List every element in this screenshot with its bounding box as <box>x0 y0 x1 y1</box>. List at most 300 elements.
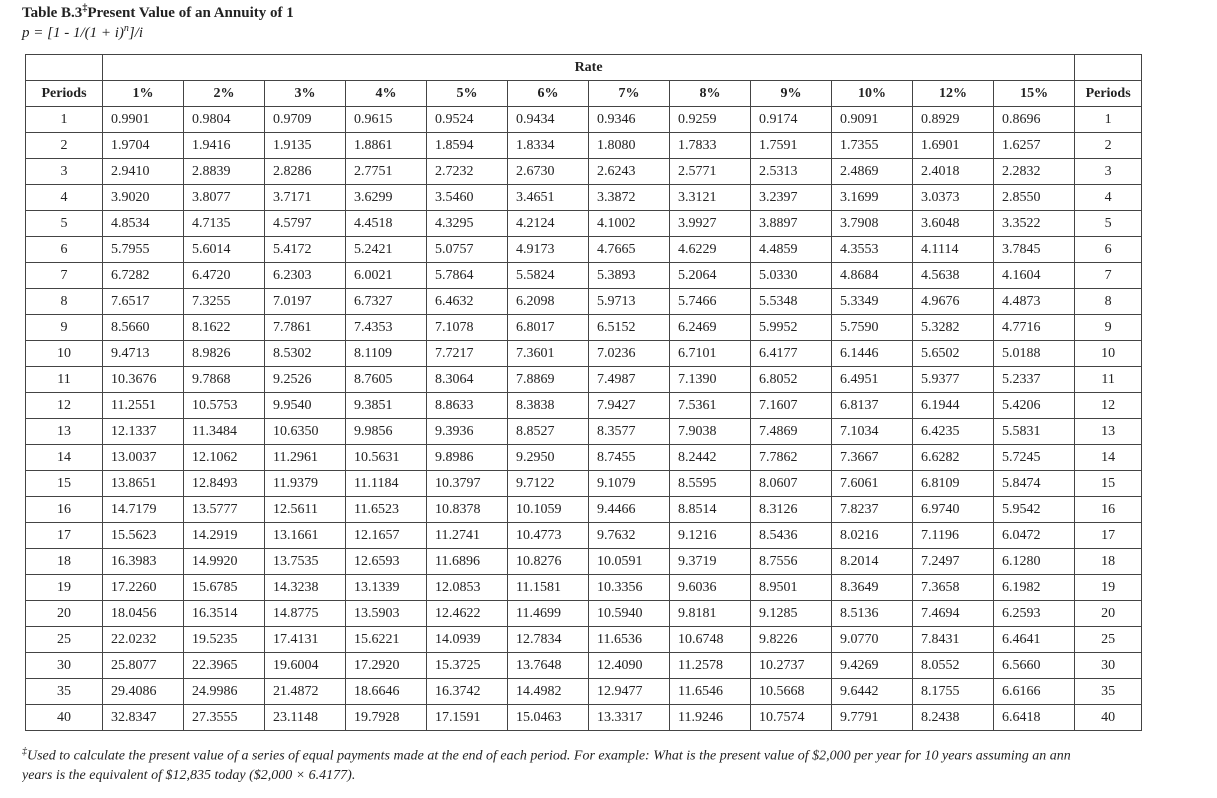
table-row <box>26 627 1142 653</box>
value-cell: 9.2950 <box>508 445 589 471</box>
period-cell: 6 <box>1075 237 1142 263</box>
value-cell: 10.8378 <box>427 497 508 523</box>
value-cell: 9.6036 <box>670 575 751 601</box>
table-row <box>26 653 1142 679</box>
value-cell: 0.9259 <box>670 107 751 133</box>
value-cell: 9.8986 <box>427 445 508 471</box>
value-cell: 10.6748 <box>670 627 751 653</box>
table-row <box>26 211 1142 237</box>
value-cell: 1.7355 <box>832 133 913 159</box>
value-cell: 9.4269 <box>832 653 913 679</box>
value-cell: 7.8237 <box>832 497 913 523</box>
value-cell: 15.6785 <box>184 575 265 601</box>
value-cell: 7.4353 <box>346 315 427 341</box>
value-cell: 8.0216 <box>832 523 913 549</box>
value-cell: 10.4773 <box>508 523 589 549</box>
value-cell: 6.1982 <box>994 575 1075 601</box>
value-cell: 4.1002 <box>589 211 670 237</box>
value-cell: 8.7556 <box>751 549 832 575</box>
rate-column-header: 5% <box>427 81 508 107</box>
value-cell: 1.7833 <box>670 133 751 159</box>
value-cell: 9.4713 <box>103 341 184 367</box>
value-cell: 14.4982 <box>508 679 589 705</box>
value-cell: 24.9986 <box>184 679 265 705</box>
formula-rhs: ]/i <box>128 25 144 41</box>
value-cell: 5.9542 <box>994 497 1075 523</box>
table-row <box>26 705 1142 731</box>
value-cell: 12.6593 <box>346 549 427 575</box>
value-cell: 7.6061 <box>832 471 913 497</box>
value-cell: 0.9174 <box>751 107 832 133</box>
value-cell: 12.1657 <box>346 523 427 549</box>
value-cell: 8.3838 <box>508 393 589 419</box>
rate-column-header: 3% <box>265 81 346 107</box>
value-cell: 10.6350 <box>265 419 346 445</box>
table-label: Table B.3 <box>22 5 83 21</box>
value-cell: 7.5361 <box>670 393 751 419</box>
value-cell: 13.5903 <box>346 601 427 627</box>
value-cell: 5.2064 <box>670 263 751 289</box>
period-cell: 15 <box>26 471 103 497</box>
value-cell: 10.5668 <box>751 679 832 705</box>
value-cell: 6.1280 <box>994 549 1075 575</box>
value-cell: 6.5152 <box>589 315 670 341</box>
value-cell: 0.9091 <box>832 107 913 133</box>
table-row <box>26 289 1142 315</box>
value-cell: 5.6014 <box>184 237 265 263</box>
value-cell: 6.4720 <box>184 263 265 289</box>
value-cell: 9.3719 <box>670 549 751 575</box>
value-cell: 2.4018 <box>913 159 994 185</box>
value-cell: 14.9920 <box>184 549 265 575</box>
table-row <box>26 263 1142 289</box>
value-cell: 12.0853 <box>427 575 508 601</box>
period-cell: 17 <box>1075 523 1142 549</box>
value-cell: 9.7868 <box>184 367 265 393</box>
value-cell: 3.8077 <box>184 185 265 211</box>
value-cell: 13.1339 <box>346 575 427 601</box>
period-cell: 30 <box>26 653 103 679</box>
value-cell: 8.5436 <box>751 523 832 549</box>
rate-column-header: 12% <box>913 81 994 107</box>
period-cell: 13 <box>1075 419 1142 445</box>
value-cell: 9.1285 <box>751 601 832 627</box>
value-cell: 6.7327 <box>346 289 427 315</box>
value-cell: 7.0197 <box>265 289 346 315</box>
value-cell: 5.7590 <box>832 315 913 341</box>
value-cell: 8.3577 <box>589 419 670 445</box>
value-cell: 0.9804 <box>184 107 265 133</box>
period-cell: 20 <box>1075 601 1142 627</box>
value-cell: 10.2737 <box>751 653 832 679</box>
table-row <box>26 601 1142 627</box>
value-cell: 5.2421 <box>346 237 427 263</box>
period-cell: 20 <box>26 601 103 627</box>
periods-header: Periods <box>1075 81 1142 107</box>
value-cell: 14.8775 <box>265 601 346 627</box>
value-cell: 6.2098 <box>508 289 589 315</box>
value-cell: 5.7864 <box>427 263 508 289</box>
table-title <box>22 3 294 22</box>
value-cell: 3.0373 <box>913 185 994 211</box>
value-cell: 7.0236 <box>589 341 670 367</box>
value-cell: 10.3356 <box>589 575 670 601</box>
value-cell: 17.2260 <box>103 575 184 601</box>
value-cell: 9.3936 <box>427 419 508 445</box>
value-cell: 6.8137 <box>832 393 913 419</box>
value-cell: 0.9901 <box>103 107 184 133</box>
value-cell: 7.7862 <box>751 445 832 471</box>
period-cell: 8 <box>26 289 103 315</box>
value-cell: 3.7908 <box>832 211 913 237</box>
footnote-line-1 <box>22 742 1212 766</box>
rate-header-row <box>26 55 1142 81</box>
table-row <box>26 393 1142 419</box>
value-cell: 2.2832 <box>994 159 1075 185</box>
table-row <box>26 575 1142 601</box>
value-cell: 2.4869 <box>832 159 913 185</box>
value-cell: 6.6166 <box>994 679 1075 705</box>
period-cell: 14 <box>26 445 103 471</box>
value-cell: 5.0188 <box>994 341 1075 367</box>
value-cell: 11.6523 <box>346 497 427 523</box>
value-cell: 16.3742 <box>427 679 508 705</box>
value-cell: 8.3649 <box>832 575 913 601</box>
value-cell: 6.4177 <box>751 341 832 367</box>
value-cell: 10.5940 <box>589 601 670 627</box>
value-cell: 10.3797 <box>427 471 508 497</box>
value-cell: 11.3484 <box>184 419 265 445</box>
rate-column-header: 15% <box>994 81 1075 107</box>
table-row <box>26 549 1142 575</box>
value-cell: 8.0607 <box>751 471 832 497</box>
value-cell: 0.9346 <box>589 107 670 133</box>
value-cell: 5.7466 <box>670 289 751 315</box>
rate-column-header: 9% <box>751 81 832 107</box>
value-cell: 9.9540 <box>265 393 346 419</box>
value-cell: 6.2303 <box>265 263 346 289</box>
value-cell: 8.2014 <box>832 549 913 575</box>
annuity-table <box>25 54 1142 731</box>
value-cell: 3.7845 <box>994 237 1075 263</box>
value-cell: 6.4951 <box>832 367 913 393</box>
rate-column-header: 8% <box>670 81 751 107</box>
value-cell: 7.7217 <box>427 341 508 367</box>
value-cell: 2.8550 <box>994 185 1075 211</box>
value-cell: 7.1034 <box>832 419 913 445</box>
value-cell: 1.6901 <box>913 133 994 159</box>
period-cell: 14 <box>1075 445 1142 471</box>
period-cell: 30 <box>1075 653 1142 679</box>
value-cell: 8.5595 <box>670 471 751 497</box>
table-body <box>26 55 1142 731</box>
value-cell: 10.7574 <box>751 705 832 731</box>
annuity-formula <box>22 23 143 42</box>
value-cell: 25.8077 <box>103 653 184 679</box>
value-cell: 5.8474 <box>994 471 1075 497</box>
value-cell: 8.7605 <box>346 367 427 393</box>
value-cell: 5.7955 <box>103 237 184 263</box>
value-cell: 11.2578 <box>670 653 751 679</box>
table-row <box>26 315 1142 341</box>
period-cell: 25 <box>1075 627 1142 653</box>
period-cell: 19 <box>26 575 103 601</box>
value-cell: 8.5302 <box>265 341 346 367</box>
value-cell: 5.3282 <box>913 315 994 341</box>
value-cell: 17.4131 <box>265 627 346 653</box>
value-cell: 4.4859 <box>751 237 832 263</box>
value-cell: 13.3317 <box>589 705 670 731</box>
value-cell: 9.4466 <box>589 497 670 523</box>
value-cell: 1.9416 <box>184 133 265 159</box>
value-cell: 9.7632 <box>589 523 670 549</box>
value-cell: 13.1661 <box>265 523 346 549</box>
value-cell: 4.9676 <box>913 289 994 315</box>
value-cell: 13.5777 <box>184 497 265 523</box>
value-cell: 9.3851 <box>346 393 427 419</box>
value-cell: 23.1148 <box>265 705 346 731</box>
formula-exponent: n <box>123 23 129 34</box>
value-cell: 0.8929 <box>913 107 994 133</box>
periods-header: Periods <box>26 81 103 107</box>
period-cell: 4 <box>26 185 103 211</box>
period-cell: 35 <box>1075 679 1142 705</box>
value-cell: 7.3601 <box>508 341 589 367</box>
value-cell: 3.9927 <box>670 211 751 237</box>
value-cell: 8.5660 <box>103 315 184 341</box>
value-cell: 6.2469 <box>670 315 751 341</box>
value-cell: 6.1944 <box>913 393 994 419</box>
value-cell: 17.1591 <box>427 705 508 731</box>
value-cell: 3.1699 <box>832 185 913 211</box>
period-cell: 13 <box>26 419 103 445</box>
table-row <box>26 471 1142 497</box>
table-row <box>26 237 1142 263</box>
period-cell: 19 <box>1075 575 1142 601</box>
period-cell: 40 <box>1075 705 1142 731</box>
value-cell: 11.6896 <box>427 549 508 575</box>
value-cell: 4.7135 <box>184 211 265 237</box>
value-cell: 3.8897 <box>751 211 832 237</box>
value-cell: 4.2124 <box>508 211 589 237</box>
value-cell: 2.5313 <box>751 159 832 185</box>
value-cell: 4.5797 <box>265 211 346 237</box>
value-cell: 4.4873 <box>994 289 1075 315</box>
value-cell: 11.1184 <box>346 471 427 497</box>
value-cell: 19.5235 <box>184 627 265 653</box>
period-cell: 6 <box>26 237 103 263</box>
period-cell: 12 <box>26 393 103 419</box>
period-cell: 3 <box>1075 159 1142 185</box>
value-cell: 15.3725 <box>427 653 508 679</box>
period-cell: 18 <box>26 549 103 575</box>
value-cell: 18.0456 <box>103 601 184 627</box>
table-row <box>26 133 1142 159</box>
value-cell: 5.5348 <box>751 289 832 315</box>
value-cell: 7.6517 <box>103 289 184 315</box>
period-cell: 5 <box>26 211 103 237</box>
value-cell: 3.3522 <box>994 211 1075 237</box>
value-cell: 6.4641 <box>994 627 1075 653</box>
table-row <box>26 159 1142 185</box>
value-cell: 22.0232 <box>103 627 184 653</box>
table-row <box>26 367 1142 393</box>
value-cell: 4.3553 <box>832 237 913 263</box>
value-cell: 4.1114 <box>913 237 994 263</box>
value-cell: 7.1607 <box>751 393 832 419</box>
period-cell: 40 <box>26 705 103 731</box>
value-cell: 7.1078 <box>427 315 508 341</box>
value-cell: 7.3667 <box>832 445 913 471</box>
value-cell: 8.8633 <box>427 393 508 419</box>
value-cell: 14.3238 <box>265 575 346 601</box>
value-cell: 8.2438 <box>913 705 994 731</box>
value-cell: 8.8527 <box>508 419 589 445</box>
value-cell: 12.9477 <box>589 679 670 705</box>
value-cell: 0.9524 <box>427 107 508 133</box>
value-cell: 7.4987 <box>589 367 670 393</box>
value-cell: 13.0037 <box>103 445 184 471</box>
period-cell: 8 <box>1075 289 1142 315</box>
value-cell: 6.8109 <box>913 471 994 497</box>
value-cell: 9.1216 <box>670 523 751 549</box>
value-cell: 9.8226 <box>751 627 832 653</box>
rate-column-header: 2% <box>184 81 265 107</box>
value-cell: 0.8696 <box>994 107 1075 133</box>
value-cell: 8.7455 <box>589 445 670 471</box>
value-cell: 2.7751 <box>346 159 427 185</box>
period-cell: 7 <box>1075 263 1142 289</box>
value-cell: 2.9410 <box>103 159 184 185</box>
table-row <box>26 107 1142 133</box>
value-cell: 11.1581 <box>508 575 589 601</box>
period-cell: 11 <box>26 367 103 393</box>
value-cell: 8.3064 <box>427 367 508 393</box>
value-cell: 0.9709 <box>265 107 346 133</box>
period-cell: 4 <box>1075 185 1142 211</box>
value-cell: 14.0939 <box>427 627 508 653</box>
period-cell: 1 <box>26 107 103 133</box>
blank-header-cell <box>26 55 103 81</box>
value-cell: 2.6243 <box>589 159 670 185</box>
value-cell: 4.5638 <box>913 263 994 289</box>
value-cell: 21.4872 <box>265 679 346 705</box>
value-cell: 6.7101 <box>670 341 751 367</box>
value-cell: 11.2961 <box>265 445 346 471</box>
value-cell: 19.6004 <box>265 653 346 679</box>
value-cell: 15.5623 <box>103 523 184 549</box>
value-cell: 22.3965 <box>184 653 265 679</box>
value-cell: 8.5136 <box>832 601 913 627</box>
value-cell: 4.7716 <box>994 315 1075 341</box>
value-cell: 5.4172 <box>265 237 346 263</box>
value-cell: 11.9379 <box>265 471 346 497</box>
value-cell: 13.7648 <box>508 653 589 679</box>
value-cell: 1.8861 <box>346 133 427 159</box>
period-cell: 3 <box>26 159 103 185</box>
value-cell: 3.6048 <box>913 211 994 237</box>
period-cell: 9 <box>26 315 103 341</box>
period-cell: 15 <box>1075 471 1142 497</box>
value-cell: 4.9173 <box>508 237 589 263</box>
table-title-text: Present Value of an Annuity of 1 <box>87 5 294 21</box>
value-cell: 16.3983 <box>103 549 184 575</box>
period-cell: 7 <box>26 263 103 289</box>
value-cell: 6.4235 <box>913 419 994 445</box>
value-cell: 6.0472 <box>994 523 1075 549</box>
period-cell: 5 <box>1075 211 1142 237</box>
footnote <box>22 742 1212 785</box>
value-cell: 6.5660 <box>994 653 1075 679</box>
value-cell: 5.2337 <box>994 367 1075 393</box>
value-cell: 6.8052 <box>751 367 832 393</box>
value-cell: 8.2442 <box>670 445 751 471</box>
value-cell: 4.6229 <box>670 237 751 263</box>
footnote-line-2: years is the equivalent of $12,835 today ($2,000 × 6.4177). <box>22 767 356 783</box>
value-cell: 17.2920 <box>346 653 427 679</box>
value-cell: 9.0770 <box>832 627 913 653</box>
value-cell: 7.3255 <box>184 289 265 315</box>
period-cell: 9 <box>1075 315 1142 341</box>
value-cell: 7.1390 <box>670 367 751 393</box>
value-cell: 12.1062 <box>184 445 265 471</box>
value-cell: 5.7245 <box>994 445 1075 471</box>
value-cell: 7.9427 <box>589 393 670 419</box>
value-cell: 4.1604 <box>994 263 1075 289</box>
value-cell: 8.1622 <box>184 315 265 341</box>
footnote-mark: ‡ <box>22 746 27 757</box>
value-cell: 2.7232 <box>427 159 508 185</box>
value-cell: 10.5753 <box>184 393 265 419</box>
period-cell: 18 <box>1075 549 1142 575</box>
value-cell: 7.8869 <box>508 367 589 393</box>
table-row <box>26 445 1142 471</box>
value-cell: 16.3514 <box>184 601 265 627</box>
table-row <box>26 523 1142 549</box>
value-cell: 4.7665 <box>589 237 670 263</box>
value-cell: 15.6221 <box>346 627 427 653</box>
value-cell: 5.3349 <box>832 289 913 315</box>
value-cell: 1.9135 <box>265 133 346 159</box>
table-row <box>26 679 1142 705</box>
value-cell: 11.9246 <box>670 705 751 731</box>
formula-lhs: p = [1 - 1/(1 + i) <box>22 25 124 41</box>
value-cell: 9.2526 <box>265 367 346 393</box>
value-cell: 7.4869 <box>751 419 832 445</box>
value-cell: 18.6646 <box>346 679 427 705</box>
value-cell: 6.0021 <box>346 263 427 289</box>
value-cell: 12.4090 <box>589 653 670 679</box>
period-cell: 35 <box>26 679 103 705</box>
footnote-text-1: Used to calculate the present value of a series of equal payments made at the end of each period. For example: What is the present value of $2,000 per year for 10 years assuming an ann <box>27 748 1071 764</box>
period-cell: 1 <box>1075 107 1142 133</box>
value-cell: 9.7122 <box>508 471 589 497</box>
value-cell: 11.2551 <box>103 393 184 419</box>
period-cell: 2 <box>26 133 103 159</box>
value-cell: 5.9952 <box>751 315 832 341</box>
value-cell: 4.8684 <box>832 263 913 289</box>
value-cell: 3.3121 <box>670 185 751 211</box>
table-row <box>26 341 1142 367</box>
value-cell: 13.8651 <box>103 471 184 497</box>
value-cell: 7.3658 <box>913 575 994 601</box>
value-cell: 6.1446 <box>832 341 913 367</box>
value-cell: 2.8286 <box>265 159 346 185</box>
value-cell: 3.9020 <box>103 185 184 211</box>
value-cell: 13.7535 <box>265 549 346 575</box>
value-cell: 6.8017 <box>508 315 589 341</box>
value-cell: 3.2397 <box>751 185 832 211</box>
